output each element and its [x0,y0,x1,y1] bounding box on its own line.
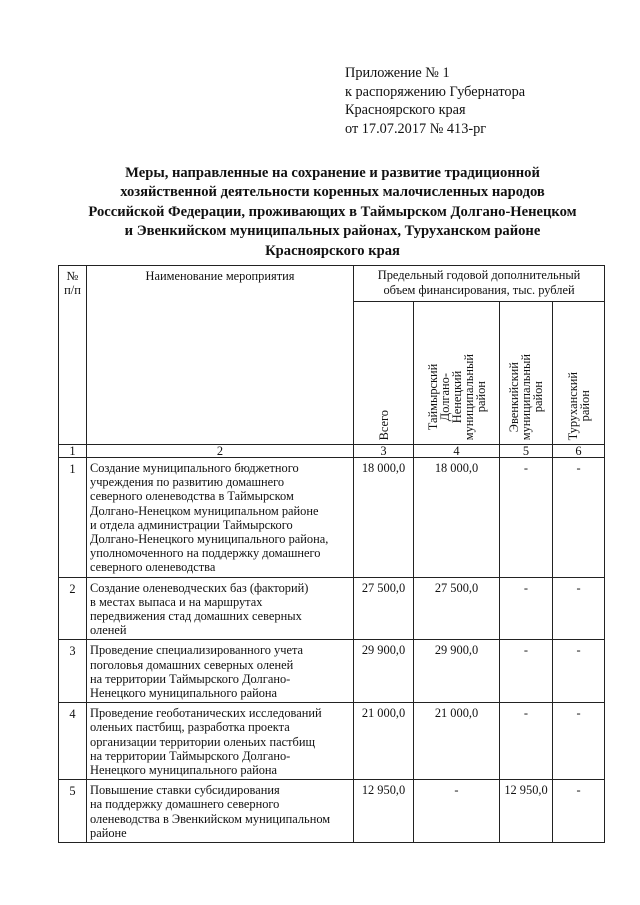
row-number: 2 [59,577,87,640]
header-col-total [354,302,414,445]
header-limit-line1: Предельный годовой дополнительный [377,268,581,282]
row-name-line: на территории Таймырского Долгано- [90,671,291,686]
row-total: 29 900,0 [354,640,414,703]
header-evenk-line: район [531,381,545,413]
row-taimyr: 29 900,0 [414,640,500,703]
appendix-line: Красноярского края [345,102,466,118]
table-row [59,577,605,640]
row-total: 12 950,0 [354,780,414,843]
row-name [87,703,354,780]
header-col-turukhan [553,302,605,445]
row-evenk: - [500,640,553,703]
header-taimyr-line: Долгано- [437,372,452,421]
row-name-line: северного оленеводства в Таймырском [90,489,294,504]
row-taimyr: 27 500,0 [414,577,500,640]
table-row [59,780,605,843]
row-name-line: Повышение ставки субсидирования [90,783,280,798]
header-taimyr-line: муниципальный [461,353,476,440]
header-turukhan-line: Туруханский [565,371,580,440]
row-name-line: учреждения по развитию домашнего [90,475,285,490]
row-taimyr: 18 000,0 [414,458,500,578]
column-number: 4 [414,445,500,458]
table-row [59,640,605,703]
row-name-line: Ненецкого муниципального района [90,686,278,701]
row-name-line: оленеводства в Эвенкийском муниципальном [90,811,331,826]
row-total: 18 000,0 [354,458,414,578]
row-name-line: Долгано-Ненецком муниципальном районе [90,503,319,518]
header-name: Наименование мероприятия [87,266,354,445]
header-col-total-label: Всего [376,409,391,440]
header-col-taimyr [414,302,500,445]
header-limit-line2: объем финансирования, тыс. рублей [383,283,575,297]
row-name-line: Долгано-Ненецкого муниципального района, [90,532,329,547]
row-name-line: на территории Таймырского Долгано- [90,748,291,763]
row-name-line: уполномоченного на поддержку домашнего [90,546,321,561]
header-col-evenk [500,302,553,445]
table-row [59,458,605,578]
row-turukhan: - [553,458,605,578]
row-name-line: передвижения стад домашних северных [90,609,302,624]
header-taimyr-line: Таймырский [425,363,440,431]
header-number-line2: п/п [64,283,81,297]
row-name [87,640,354,703]
row-name-line: оленьих пастбищ, разработка проекта [90,720,290,735]
header-number-line1: № [66,269,79,283]
row-number: 3 [59,640,87,703]
row-total: 21 000,0 [354,703,414,780]
column-number: 6 [553,445,605,458]
row-name-line: оленей [90,623,127,638]
row-number: 5 [59,780,87,843]
column-numbers-row [59,445,605,458]
header-evenk-line: Эвенкийский [507,361,521,432]
row-turukhan: - [553,780,605,843]
document-title [60,164,605,261]
row-total: 27 500,0 [354,577,414,640]
row-name-line: в местах выпаса и на маршрутах [90,594,263,609]
row-evenk: 12 950,0 [500,780,553,843]
appendix-block [345,64,525,138]
title-line: Красноярского края [265,242,400,259]
row-name-line: Проведение специализированного учета [90,643,304,658]
appendix-line: к распоряжению Губернатора [345,83,526,100]
row-name [87,458,354,578]
row-name-line: организации территории оленьих пастбищ [90,734,315,749]
title-line: и Эвенкийском муниципальных районах, Туруханском районе [124,223,541,240]
column-number: 5 [500,445,553,458]
column-number: 1 [59,445,87,458]
row-name-line: Проведение геоботанических исследований [90,706,322,721]
header-turukhan-line: район [577,390,592,422]
row-name-line: поголовья домашних северных оленей [90,657,294,672]
row-name-line: Создание оленеводческих баз (факторий) [90,580,309,595]
table-row [59,703,605,780]
header-number [59,266,87,445]
row-turukhan: - [553,640,605,703]
appendix-line: от 17.07.2017 № 413-рг [345,120,487,137]
row-evenk: - [500,577,553,640]
title-line: хозяйственной деятельности коренных малочисленных народов [120,184,545,201]
title-line: Российской Федерации, проживающих в Таймырском Долгано-Ненецком [88,203,577,220]
title-line: Меры, направленные на сохранение и развитие традиционной [125,165,540,181]
row-name-line: и отдела администрации Таймырского [90,517,293,532]
row-taimyr: - [414,780,500,843]
row-name [87,577,354,640]
row-turukhan: - [553,703,605,780]
row-turukhan: - [553,577,605,640]
column-number: 3 [354,445,414,458]
header-taimyr-line: район [473,381,488,413]
header-evenk-line: муниципальный [519,353,533,440]
column-number: 2 [87,445,354,458]
row-number: 1 [59,458,87,578]
row-number: 4 [59,703,87,780]
row-name [87,780,354,843]
measures-table [58,265,605,843]
header-financing-limit [354,266,605,302]
header-taimyr-line: Ненецкий [449,370,464,424]
row-evenk: - [500,458,553,578]
row-name-line: районе [90,825,127,840]
row-name-line: северного оленеводства [90,560,216,575]
row-evenk: - [500,703,553,780]
appendix-line: Приложение № 1 [345,65,450,81]
row-name-line: на поддержку домашнего северного [90,797,280,812]
row-taimyr: 21 000,0 [414,703,500,780]
row-name-line: Создание муниципального бюджетного [90,461,299,475]
row-name-line: Ненецкого муниципального района [90,763,278,778]
